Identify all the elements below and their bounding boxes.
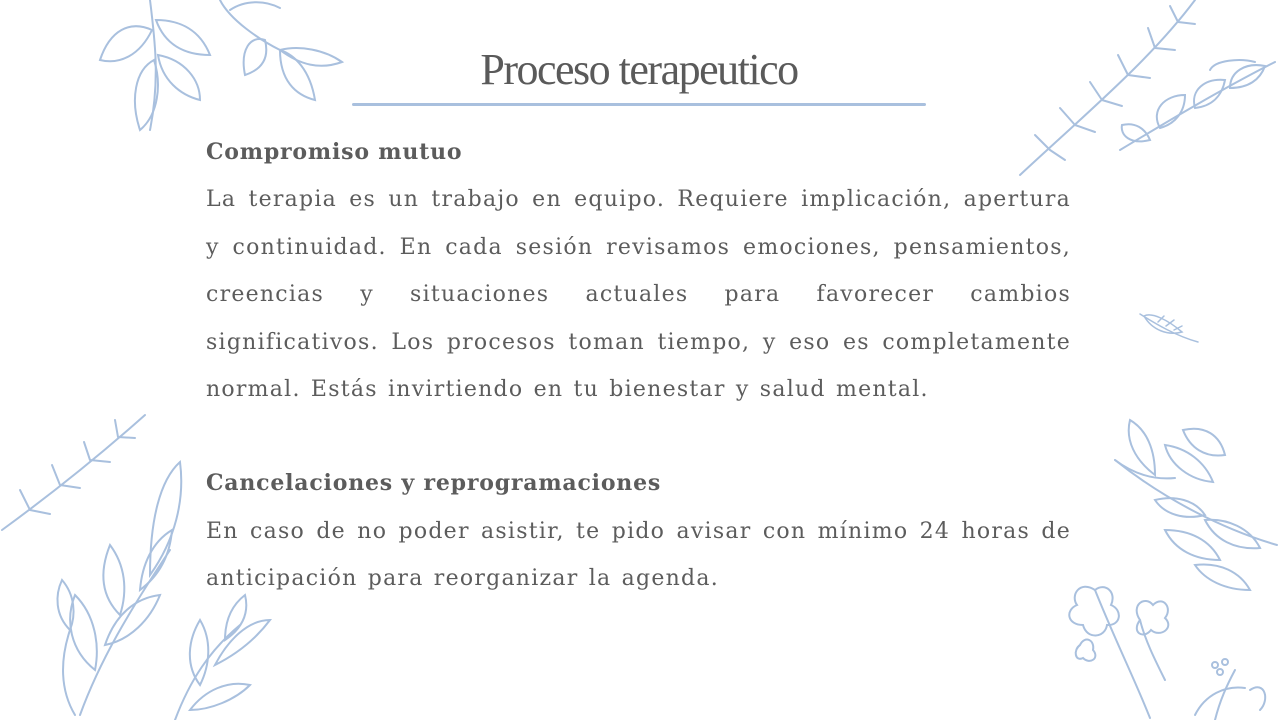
section-body-cancelaciones: En caso de no poder asistir, te pido avisar con mínimo 24 horas de anticipación para reorganizar la agenda. [206,518,1071,592]
section-spacer [206,413,1071,460]
feather-icon [1138,310,1200,346]
section-heading-cancelaciones: Cancelaciones y reprogramaciones [206,470,662,497]
page-title: Proceso terapeutico [480,45,798,94]
title-underline [352,103,926,106]
leaf-branch-top-left-icon [80,0,360,150]
flower-branch-bottom-right-icon [1055,400,1280,720]
content-area [206,129,1071,603]
section-heading-compromiso: Compromiso mutuo [206,139,463,165]
section-body-compromiso: La terapia es un trabajo en equipo. Requiere implicación, apertura y continuidad. En cada sesión revisamos emociones, pensamientos, creencias y situaciones actuales para favorecer cambios significativos. Los procesos toman tiempo, y eso es completamente normal. Estás invirtiendo en tu bienestar y salud mental. [206,187,1071,403]
